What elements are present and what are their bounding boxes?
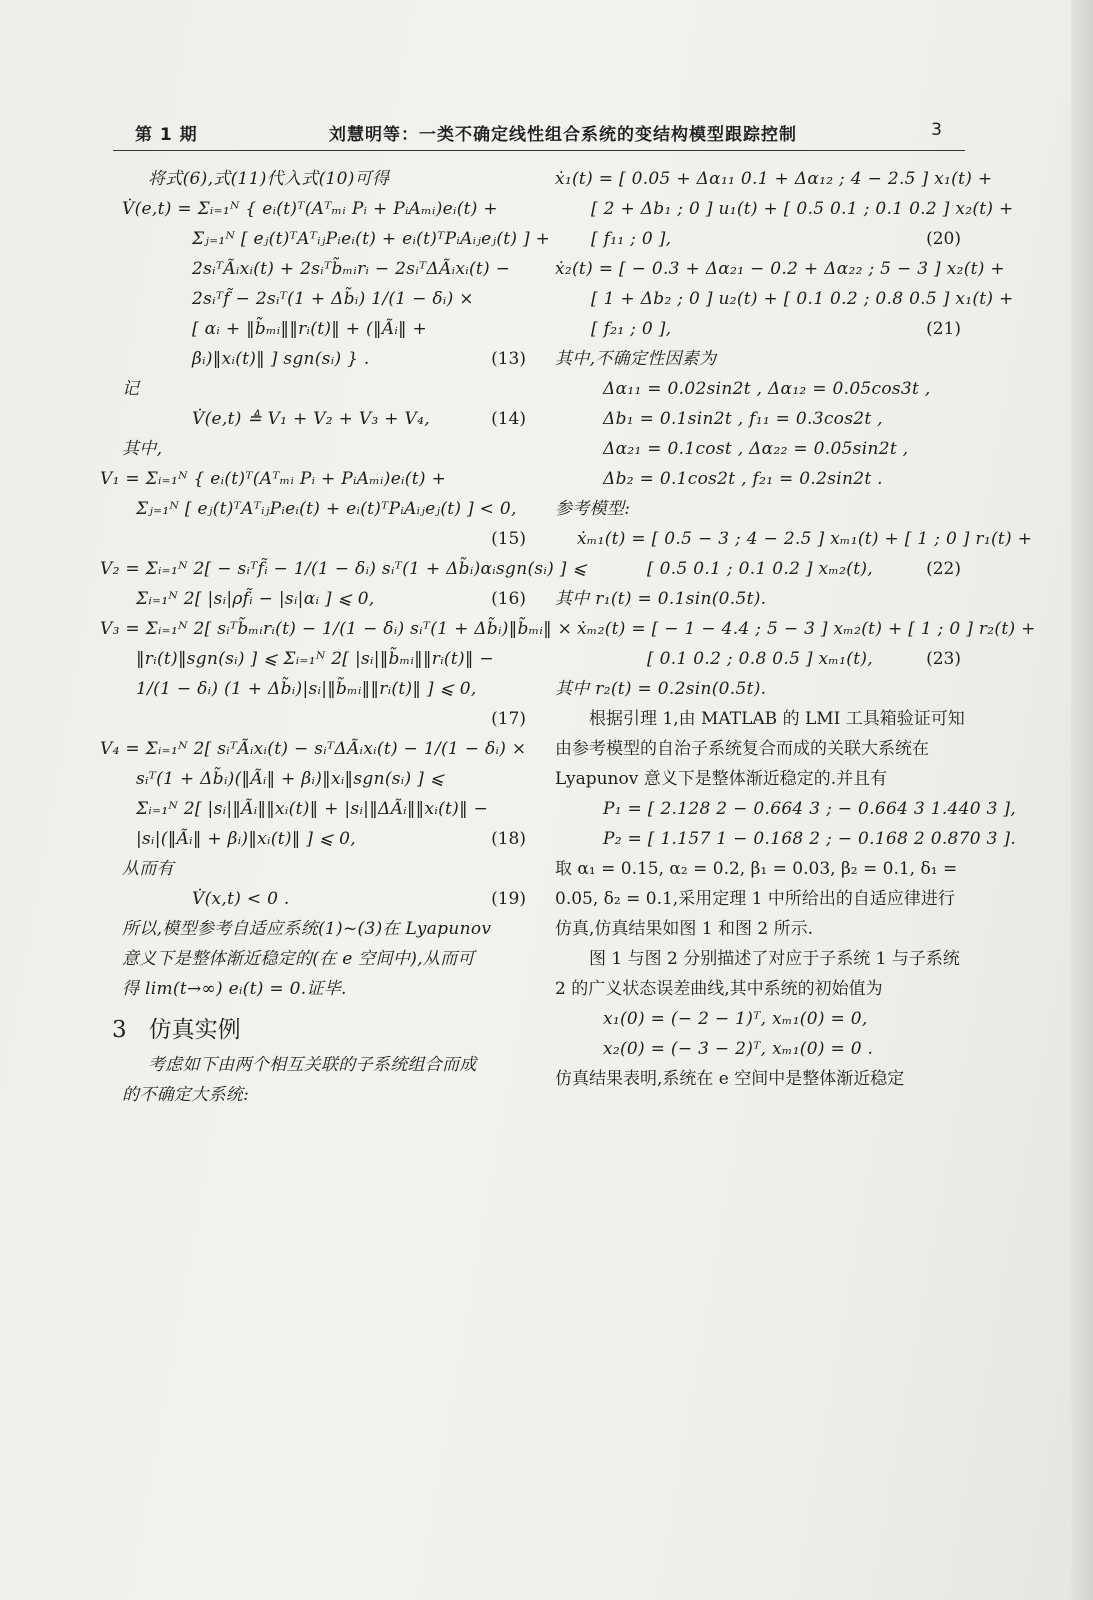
running-title: 刘慧明等：一类不确定线性组合系统的变结构模型跟踪控制	[329, 125, 797, 145]
right-eq-text: [ 0.5 0.1 ; 0.1 0.2 ] xₘ₂(t),	[647, 559, 873, 579]
right-column	[555, 164, 1036, 1094]
left-eq-line	[100, 824, 530, 854]
right-eq-line	[555, 494, 965, 524]
left-eq-text: 从而有	[122, 859, 174, 879]
initial-values-block	[555, 1004, 965, 1064]
left-eq-text: 1/(1 − δᵢ) (1 + Δb̃ᵢ)|sᵢ|‖b̃ₘᵢ‖‖rᵢ(t)‖ ] ⩽ 0,	[136, 679, 477, 699]
left-eq-line	[100, 464, 530, 494]
page-number: 3	[931, 120, 943, 140]
matrix-line	[555, 794, 1017, 824]
equation-number: (13)	[491, 349, 526, 369]
left-eq-text: ‖rᵢ(t)‖sgn(sᵢ) ] ⩽ Σᵢ₌₁ᴺ 2[ |sᵢ|‖b̃ₘᵢ‖‖rᵢ(t)‖ −	[136, 649, 494, 669]
right-eq-text: [ f₂₁ ; 0 ],	[591, 319, 672, 339]
equation-number: (14)	[491, 409, 526, 429]
left-eq-line	[100, 674, 530, 704]
right-eq-text: [ 0.1 0.2 ; 0.8 0.5 ] xₘ₁(t),	[647, 649, 873, 669]
right-eq-line	[555, 464, 965, 494]
paragraph-figures: 图 1 与图 2 分别描述了对应于子系统 1 与子系统 2 的广义状态误差曲线,其中系统的初始值为	[555, 949, 960, 999]
left-eq-line	[100, 884, 530, 914]
section-number: 3	[112, 1017, 127, 1043]
paragraph-parameters: 取 α₁ = 0.15, α₂ = 0.2, β₁ = 0.03, β₂ = 0.1, δ₁ = 0.05, δ₂ = 0.1,采用定理 1 中所给出的自适应律进行仿真,仿真结果如图 1 和图 2 所示.	[555, 859, 958, 939]
left-eq-text: V̇(x,t) < 0 .	[192, 889, 290, 909]
section-heading	[100, 1010, 530, 1050]
right-eq-text: [ 2 + Δb₁ ; 0 ] u₁(t) + [ 0.5 0.1 ; 0.1 0.2 ] x₂(t) +	[591, 199, 1014, 219]
right-eq-text: Δα₁₁ = 0.02sin2t , Δα₁₂ = 0.05cos3t ,	[603, 379, 931, 399]
left-eq-text: sᵢᵀ(1 + Δb̃ᵢ)(‖Ãᵢ‖ + βᵢ)‖xᵢ‖sgn(sᵢ) ] ⩽	[136, 769, 445, 789]
left-eq-line	[100, 434, 530, 464]
left-eq-text: V₃ = Σᵢ₌₁ᴺ 2[ sᵢᵀb̃ₘᵢrᵢ(t) − 1/(1 − δᵢ) sᵢᵀ(1 + Δb̃ᵢ)‖b̃ₘᵢ‖ ×	[100, 619, 573, 639]
equation-number: (20)	[926, 229, 961, 249]
left-eq-line	[100, 194, 530, 224]
right-eq-line	[555, 284, 1014, 314]
paragraph-lmi: 根据引理 1,由 MATLAB 的 LMI 工具箱验证可知由参考模型的自治子系统复合而成的关联大系统在 Lyapunov 意义下是整体渐近稳定的.并且有	[555, 709, 965, 789]
left-eq-line	[100, 944, 530, 974]
left-eq-text: V₁ = Σᵢ₌₁ᴺ { eᵢ(t)ᵀ(Aᵀₘᵢ Pᵢ + PᵢAₘᵢ)eᵢ(t) +	[100, 469, 447, 489]
left-eq-text: V₂ = Σᵢ₌₁ᴺ 2[ − sᵢᵀf̃ᵢ − 1/(1 − δᵢ) sᵢᵀ(1 + Δb̃ᵢ)αᵢsgn(sᵢ) ] ⩽	[100, 559, 587, 579]
left-eq-line	[100, 764, 530, 794]
right-eq-line	[555, 644, 965, 674]
left-tail-text: 考虑如下由两个相互关联的子系统组合而成	[148, 1055, 477, 1075]
right-eq-line	[555, 194, 1014, 224]
issue-label: 第 1 期	[135, 125, 198, 145]
left-eq-text: 得 lim(t→∞) eᵢ(t) = 0.证毕.	[122, 979, 347, 999]
equation-number: (16)	[491, 589, 526, 609]
right-equation-block	[555, 164, 1036, 704]
right-eq-line	[555, 524, 1033, 554]
left-eq-text: 将式(6),式(11)代入式(10)可得	[148, 169, 390, 189]
left-eq-line	[100, 254, 530, 284]
paragraph-conclusion: 仿真结果表明,系统在 e 空间中是整体渐近稳定	[555, 1069, 905, 1089]
left-eq-line	[100, 854, 530, 884]
left-eq-text: V̇(e,t) ≜ V₁ + V₂ + V₃ + V₄,	[192, 409, 430, 429]
right-eq-line	[555, 254, 1005, 284]
left-eq-text: βᵢ)‖xᵢ(t)‖ ] sgn(sᵢ) } .	[192, 349, 370, 369]
right-eq-text: ẋ₂(t) = [ − 0.3 + Δα₂₁ − 0.2 + Δα₂₂ ; 5 − 3 ] x₂(t) +	[555, 259, 1005, 279]
right-eq-line	[555, 584, 965, 614]
left-eq-line	[100, 374, 530, 404]
initial-value-line	[555, 1034, 965, 1064]
right-eq-text: 其中 r₂(t) = 0.2sin(0.5t).	[555, 679, 767, 699]
right-eq-line	[555, 344, 965, 374]
right-eq-text: ẋ₁(t) = [ 0.05 + Δα₁₁ 0.1 + Δα₁₂ ; 4 − 2.5 ] x₁(t) +	[555, 169, 993, 189]
left-eq-line	[100, 584, 530, 614]
right-eq-text: 其中,不确定性因素为	[555, 349, 717, 369]
left-eq-line	[100, 914, 530, 944]
left-eq-line	[100, 344, 530, 374]
right-eq-line	[555, 674, 965, 704]
left-eq-text: V₄ = Σᵢ₌₁ᴺ 2[ sᵢᵀÃᵢxᵢ(t) − sᵢᵀΔÃᵢxᵢ(t) − 1/(1 − δᵢ) ×	[100, 739, 527, 759]
left-eq-line	[100, 794, 530, 824]
left-eq-line	[100, 734, 530, 764]
left-eq-line	[100, 614, 573, 644]
left-eq-text: Σⱼ₌₁ᴺ [ eⱼ(t)ᵀAᵀᵢⱼPᵢeᵢ(t) + eᵢ(t)ᵀPᵢAᵢⱼeⱼ(t) ] +	[192, 229, 551, 249]
left-eq-text: 意义下是整体渐近稳定的(在 e 空间中),从而可	[122, 949, 475, 969]
section-title: 仿真实例	[148, 1017, 241, 1043]
right-eq-text: Δα₂₁ = 0.1cost , Δα₂₂ = 0.05sin2t ,	[603, 439, 909, 459]
left-tail-text: 的不确定大系统:	[122, 1085, 250, 1105]
left-eq-text: Σᵢ₌₁ᴺ 2[ |sᵢ|ρf̃ᵢ − |sᵢ|αᵢ ] ⩽ 0,	[136, 589, 375, 609]
running-header	[113, 118, 965, 151]
right-eq-line	[555, 314, 965, 344]
left-tail-line	[100, 1080, 530, 1110]
right-eq-text: [ 1 + Δb₂ ; 0 ] u₂(t) + [ 0.1 0.2 ; 0.8 0.5 ] x₁(t) +	[591, 289, 1014, 309]
right-eq-text: Δb₂ = 0.1cos2t , f₂₁ = 0.2sin2t .	[603, 469, 883, 489]
left-eq-text: [ αᵢ + ‖b̃ₘᵢ‖‖rᵢ(t)‖ + (‖Ãᵢ‖ +	[192, 319, 428, 339]
equation-number: (19)	[491, 889, 526, 909]
left-equation-block	[100, 164, 587, 1004]
left-eq-text: Σⱼ₌₁ᴺ [ eⱼ(t)ᵀAᵀᵢⱼPᵢeᵢ(t) + eᵢ(t)ᵀPᵢAᵢⱼeⱼ(t) ] < 0,	[136, 499, 517, 519]
right-eq-text: ẋₘ₁(t) = [ 0.5 − 3 ; 4 − 2.5 ] xₘ₁(t) + [ 1 ; 0 ] r₁(t) +	[577, 529, 1033, 549]
matrix-text: P₂ = [ 1.157 1 − 0.168 2 ; − 0.168 2 0.870 3 ].	[603, 829, 1017, 849]
right-eq-line	[555, 164, 993, 194]
right-eq-line	[555, 554, 965, 584]
left-eq-line	[100, 644, 530, 674]
right-eq-text: ẋₘ₂(t) = [ − 1 − 4.4 ; 5 − 3 ] xₘ₂(t) + [ 1 ; 0 ] r₂(t) +	[577, 619, 1036, 639]
equation-number: (15)	[491, 529, 526, 549]
right-eq-text: Δb₁ = 0.1sin2t , f₁₁ = 0.3cos2t ,	[603, 409, 883, 429]
left-column	[100, 164, 587, 1110]
left-eq-text: Σᵢ₌₁ᴺ 2[ |sᵢ|‖Ãᵢ‖‖xᵢ(t)‖ + |sᵢ|‖ΔÃᵢ‖‖xᵢ(t)‖ −	[136, 799, 489, 819]
equation-number: (23)	[926, 649, 961, 669]
left-eq-text: 其中,	[122, 439, 163, 459]
left-eq-text: 所以,模型参考自适应系统(1)~(3)在 Lyapunov	[122, 919, 492, 939]
left-tail-line	[100, 1050, 530, 1080]
left-eq-text: V̇(e,t) = Σᵢ₌₁ᴺ { eᵢ(t)ᵀ(Aᵀₘᵢ Pᵢ + PᵢAₘᵢ)eᵢ(t) +	[122, 199, 498, 219]
left-eq-line	[100, 554, 587, 584]
left-eq-text: |sᵢ|(‖Ãᵢ‖ + βᵢ)‖xᵢ(t)‖ ] ⩽ 0,	[136, 829, 356, 849]
right-eq-text: [ f₁₁ ; 0 ],	[591, 229, 672, 249]
left-tail-text	[100, 1050, 530, 1110]
left-eq-line	[100, 524, 530, 554]
right-eq-line	[555, 404, 965, 434]
right-eq-line	[555, 374, 965, 404]
right-eq-line	[555, 614, 1036, 644]
equation-number: (17)	[491, 709, 526, 729]
equation-number: (18)	[491, 829, 526, 849]
left-eq-line	[100, 314, 530, 344]
right-eq-line	[555, 434, 965, 464]
initial-value-text: x₂(0) = (− 3 − 2)ᵀ, xₘ₁(0) = 0 .	[603, 1039, 874, 1059]
left-eq-line	[100, 164, 530, 194]
right-eq-text: 参考模型:	[555, 499, 631, 519]
left-eq-text: 2sᵢᵀf̃ − 2sᵢᵀ(1 + Δb̃ᵢ) 1/(1 − δᵢ) ×	[192, 289, 474, 309]
matrix-line	[555, 824, 1017, 854]
right-eq-line	[555, 224, 965, 254]
left-eq-text: 记	[122, 379, 140, 399]
left-eq-line	[100, 284, 530, 314]
page-edge-shadow	[1071, 0, 1093, 1600]
initial-value-line	[555, 1004, 965, 1034]
left-eq-line	[100, 404, 530, 434]
left-eq-line	[100, 224, 551, 254]
right-eq-text: 其中 r₁(t) = 0.1sin(0.5t).	[555, 589, 767, 609]
left-eq-line	[100, 494, 530, 524]
initial-value-text: x₁(0) = (− 2 − 1)ᵀ, xₘ₁(0) = 0,	[603, 1009, 868, 1029]
equation-number: (22)	[926, 559, 961, 579]
left-eq-line	[100, 974, 530, 1004]
equation-number: (21)	[926, 319, 961, 339]
matrix-text: P₁ = [ 2.128 2 − 0.664 3 ; − 0.664 3 1.440 3 ],	[603, 799, 1017, 819]
matrix-block	[555, 794, 1017, 854]
left-eq-text: 2sᵢᵀÃᵢxᵢ(t) + 2sᵢᵀb̃ₘᵢrᵢ − 2sᵢᵀΔÃᵢxᵢ(t) −	[192, 259, 511, 279]
left-eq-line	[100, 704, 530, 734]
